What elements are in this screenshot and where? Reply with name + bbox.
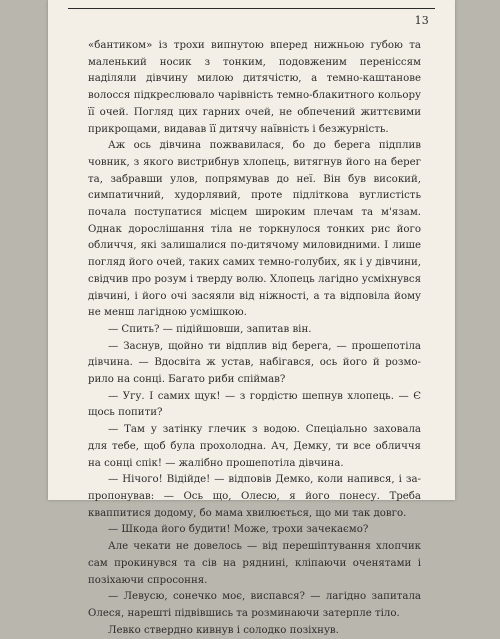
paragraph: Левко ствердно кивнув і солодко позіхнув. xyxy=(108,624,339,636)
paragraph: Аж ось дівчина пожвавилася, бо до берега підплив човник, з якого вистрибнув хлопець, витягнув його на берег та, забравши улов, попрямував до неї. Він був високий, симпатичний, худорлявий, проте підліткова вуглистість почала поступатися місцем широким плечам та м'язам. Однак дорослішання тіла не торкнулося тонких рис його обличчя, які залишалися по-дитячому миловидними. І лише погляд його очей, таких самих темно-голубих, як і у дівчини, свідчив про розум і тверду волю. Хлопець лагідно усміхнувся дівчині, і його очі засяяли від ніжності, а та відповіла йому не менш лагідною усмішкою. xyxy=(88,140,421,319)
page-number: 13 xyxy=(414,14,429,27)
paragraph: — Левусю, сонечко моє, виспався? — лагідно запитала Олеся, нарешті підвівшись та розминаючи затерпле тіло. xyxy=(88,591,421,619)
body-text xyxy=(88,38,421,636)
paragraph: — Угу. І самих щук! — з гордістю шепнув хлопець. — Є щось попити? xyxy=(88,390,421,419)
paragraph: — Спить? — підійшовши, запитав він. xyxy=(108,323,312,335)
paragraph: — Шкода його будити! Може, трохи зачекаємо? xyxy=(108,524,369,536)
paragraph: — Заснув, щойно ти відплив від берега, — прошепотіла дівчина. — Вдосвіта ж устав, набігався, ось його й розморило на сонці. Багато риби спіймав? xyxy=(88,340,421,386)
paragraph: — Там у затінку глечик з водою. Спеціально заховала для тебе, щоб була прохолодна. Ач, Демку, ти все обличчя на сонці спік! — жалібно прошепотіла дівчина. xyxy=(88,424,421,469)
paragraph: Але чекати не довелось — від перешіптування хлопчик сам прокинувся та сів на ряднині, кліпаючи оченятами і позіхаючи спросоння. xyxy=(88,541,421,586)
book-page xyxy=(48,0,455,636)
header-rule xyxy=(68,8,435,9)
paragraph: — Нічого! Відійде! — відповів Демко, коли напився, і запропонував: — Ось що, Олесю, я його понесу. Треба кваппитися додому, бо мама хвилюється, що ми так довго. xyxy=(88,474,421,519)
paragraph: «бантиком» із трохи випнутою вперед нижньою губою та маленький носик з тонким, подовженим переніссям наділяли дівчину милою дитячістю, а темно-каштанове волосся підкреслювало чарівність темно-блакитного кольору її очей. Погляд цих гарних очей, не обпечений життєвими прикрощами, видавав її дитячу наївність і безжурність. xyxy=(88,40,421,135)
